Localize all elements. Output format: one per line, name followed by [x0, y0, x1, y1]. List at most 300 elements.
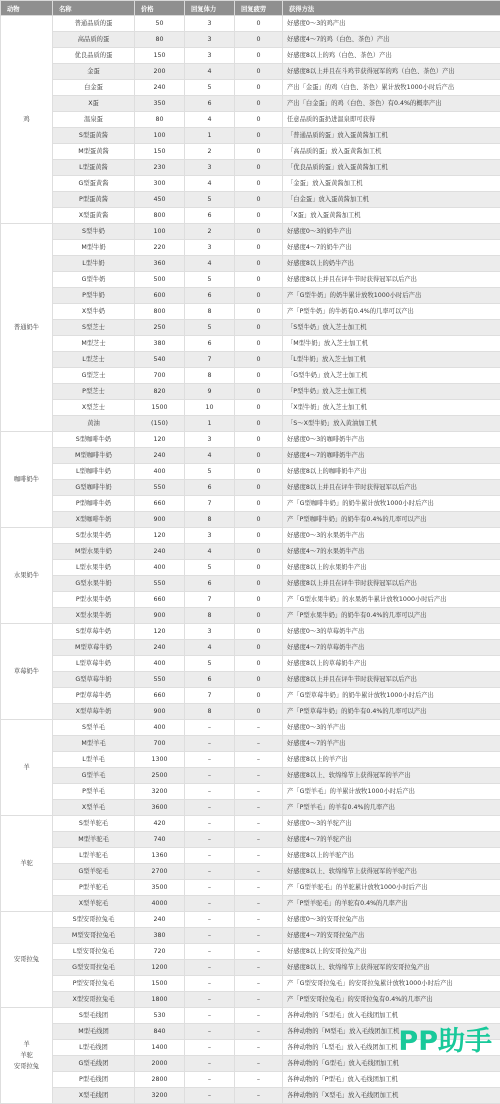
animal-cell: 咖啡奶牛	[1, 432, 53, 528]
fatigue-cell: –	[235, 1072, 283, 1088]
fatigue-cell: 0	[235, 704, 283, 720]
fatigue-cell: 0	[235, 624, 283, 640]
animal-cell: 草莓奶牛	[1, 624, 53, 720]
product-name-cell: M型毛线团	[53, 1024, 135, 1040]
table-row	[1, 768, 500, 784]
fatigue-cell: 0	[235, 64, 283, 80]
table-row	[1, 304, 500, 320]
method-cell: 各种动物的「G型毛」放入毛线团加工机	[283, 1056, 500, 1072]
product-name-cell: M型安哥拉兔毛	[53, 928, 135, 944]
product-name-cell: 高品质的蛋	[53, 32, 135, 48]
table-row	[1, 16, 500, 32]
method-cell: 「P型牛奶」放入芝士加工机	[283, 384, 500, 400]
animal-cell: 羊驼	[1, 816, 53, 912]
stamina-cell: 7	[185, 496, 235, 512]
product-name-cell: S型牛奶	[53, 224, 135, 240]
price-cell: 240	[135, 544, 185, 560]
method-cell: 产「P型羊毛」的羊有0.4%的几率产出	[283, 800, 500, 816]
fatigue-cell: 0	[235, 656, 283, 672]
fatigue-cell: 0	[235, 400, 283, 416]
fatigue-cell: 0	[235, 192, 283, 208]
table-row	[1, 128, 500, 144]
product-name-cell: L型咖啡牛奶	[53, 464, 135, 480]
stamina-cell: –	[185, 720, 235, 736]
stamina-cell: –	[185, 928, 235, 944]
method-cell: 好感度8以上的鸡（白色、茶色）产出	[283, 48, 500, 64]
table-row	[1, 256, 500, 272]
stamina-cell: 3	[185, 624, 235, 640]
method-cell: 「M型牛奶」放入芝士加工机	[283, 336, 500, 352]
method-cell: 「高品质的蛋」放入蛋黄酱加工机	[283, 144, 500, 160]
stamina-cell: 3	[185, 16, 235, 32]
fatigue-cell: 0	[235, 448, 283, 464]
product-name-cell: 金蛋	[53, 64, 135, 80]
product-name-cell: G型咖啡牛奶	[53, 480, 135, 496]
stamina-cell: 8	[185, 368, 235, 384]
product-name-cell: G型芝士	[53, 368, 135, 384]
method-cell: 任意品质的蛋扔进温泉即可获得	[283, 112, 500, 128]
header-animal: 动物	[1, 1, 53, 16]
fatigue-cell: 0	[235, 336, 283, 352]
table-row	[1, 720, 500, 736]
price-cell: 250	[135, 320, 185, 336]
fatigue-cell: 0	[235, 240, 283, 256]
table-row	[1, 640, 500, 656]
table-row	[1, 144, 500, 160]
stamina-cell: 6	[185, 480, 235, 496]
fatigue-cell: 0	[235, 352, 283, 368]
stamina-cell: 8	[185, 608, 235, 624]
price-cell: 360	[135, 256, 185, 272]
product-name-cell: L型羊驼毛	[53, 848, 135, 864]
method-cell: 好感度8以上并且在评牛节时获得冠军以后产出	[283, 272, 500, 288]
animal-cell: 羊	[1, 720, 53, 816]
table-row	[1, 320, 500, 336]
fatigue-cell: 0	[235, 256, 283, 272]
fatigue-cell: 0	[235, 576, 283, 592]
header-method: 获得方法	[283, 1, 500, 16]
product-name-cell: G型蛋黄酱	[53, 176, 135, 192]
product-name-cell: S型羊毛	[53, 720, 135, 736]
table-row	[1, 672, 500, 688]
method-cell: 产「G型草莓牛奶」的奶牛累计放牧1000小时后产出	[283, 688, 500, 704]
product-name-cell: L型牛奶	[53, 256, 135, 272]
method-cell: 好感度0～3的草莓奶牛产出	[283, 624, 500, 640]
table-row	[1, 912, 500, 928]
table-row	[1, 192, 500, 208]
method-cell: 好感度0～3的奶牛产出	[283, 224, 500, 240]
fatigue-cell: –	[235, 992, 283, 1008]
method-cell: 各种动物的「M型毛」放入毛线团加工机	[283, 1024, 500, 1040]
price-cell: 240	[135, 448, 185, 464]
table-row	[1, 432, 500, 448]
fatigue-cell: –	[235, 1088, 283, 1104]
product-name-cell: 温泉蛋	[53, 112, 135, 128]
price-cell: 660	[135, 688, 185, 704]
stamina-cell: –	[185, 896, 235, 912]
method-cell: 产「P型咖啡牛奶」的奶牛有0.4%的几率可以产出	[283, 512, 500, 528]
animal-cell: 鸡	[1, 16, 53, 224]
product-name-cell: X型羊驼毛	[53, 896, 135, 912]
fatigue-cell: 0	[235, 96, 283, 112]
table-row	[1, 704, 500, 720]
method-cell: 好感度4～7的鸡（白色、茶色）产出	[283, 32, 500, 48]
table-row	[1, 608, 500, 624]
price-cell: 900	[135, 608, 185, 624]
stamina-cell: –	[185, 736, 235, 752]
fatigue-cell: 0	[235, 464, 283, 480]
price-cell: 380	[135, 928, 185, 944]
price-cell: 1400	[135, 1040, 185, 1056]
table-row	[1, 848, 500, 864]
fatigue-cell: 0	[235, 496, 283, 512]
stamina-cell: –	[185, 816, 235, 832]
stamina-cell: –	[185, 864, 235, 880]
price-cell: 150	[135, 144, 185, 160]
price-cell: 800	[135, 208, 185, 224]
stamina-cell: 4	[185, 448, 235, 464]
method-cell: 好感度8以上的咖啡奶牛产出	[283, 464, 500, 480]
table-row	[1, 224, 500, 240]
table-row	[1, 656, 500, 672]
stamina-cell: 8	[185, 704, 235, 720]
fatigue-cell: –	[235, 768, 283, 784]
stamina-cell: –	[185, 1040, 235, 1056]
price-cell: 240	[135, 80, 185, 96]
fatigue-cell: –	[235, 896, 283, 912]
stamina-cell: 3	[185, 48, 235, 64]
price-cell: 150	[135, 48, 185, 64]
header-fatigue: 回复疲劳	[235, 1, 283, 16]
method-cell: 「优良品质的蛋」放入蛋黄酱加工机	[283, 160, 500, 176]
stamina-cell: 3	[185, 32, 235, 48]
table-row	[1, 560, 500, 576]
fatigue-cell: 0	[235, 592, 283, 608]
method-cell: 好感度8以上的奶牛产出	[283, 256, 500, 272]
table-row	[1, 240, 500, 256]
price-cell: 220	[135, 240, 185, 256]
table-row	[1, 96, 500, 112]
method-cell: 好感度8以上、软绵绵节上获得冠军的羊驼产出	[283, 864, 500, 880]
price-cell: 300	[135, 176, 185, 192]
method-cell: 「白金蛋」放入蛋黄酱加工机	[283, 192, 500, 208]
method-cell: 好感度8以上的安哥拉兔产出	[283, 944, 500, 960]
fatigue-cell: 0	[235, 560, 283, 576]
fatigue-cell: –	[235, 1056, 283, 1072]
fatigue-cell: 0	[235, 160, 283, 176]
stamina-cell: –	[185, 1056, 235, 1072]
fatigue-cell: –	[235, 752, 283, 768]
product-name-cell: X型咖啡牛奶	[53, 512, 135, 528]
table-row	[1, 1072, 500, 1088]
fatigue-cell: –	[235, 848, 283, 864]
table-row	[1, 896, 500, 912]
product-name-cell: S型咖啡牛奶	[53, 432, 135, 448]
product-name-cell: G型安哥拉兔毛	[53, 960, 135, 976]
stamina-cell: 2	[185, 144, 235, 160]
product-name-cell: X型毛线团	[53, 1088, 135, 1104]
stamina-cell: 6	[185, 576, 235, 592]
method-cell: 好感度0～3的咖啡奶牛产出	[283, 432, 500, 448]
price-cell: 500	[135, 272, 185, 288]
stamina-cell: 5	[185, 656, 235, 672]
product-name-cell: S型蛋黄酱	[53, 128, 135, 144]
product-name-cell: L型安哥拉兔毛	[53, 944, 135, 960]
stamina-cell: 4	[185, 256, 235, 272]
stamina-cell: 10	[185, 400, 235, 416]
stamina-cell: 6	[185, 288, 235, 304]
product-name-cell: M型咖啡牛奶	[53, 448, 135, 464]
product-name-cell: G型草莓牛奶	[53, 672, 135, 688]
fatigue-cell: 0	[235, 432, 283, 448]
price-cell: 840	[135, 1024, 185, 1040]
stamina-cell: –	[185, 992, 235, 1008]
table-row	[1, 496, 500, 512]
fatigue-cell: 0	[235, 640, 283, 656]
fatigue-cell: 0	[235, 48, 283, 64]
fatigue-cell: –	[235, 800, 283, 816]
stamina-cell: 4	[185, 112, 235, 128]
table-row	[1, 976, 500, 992]
method-cell: 好感度4～7的水果奶牛产出	[283, 544, 500, 560]
method-cell: 「X蛋」放入蛋黄酱加工机	[283, 208, 500, 224]
method-cell: 产「G型牛奶」的奶牛累计放牧1000小时后产出	[283, 288, 500, 304]
price-cell: 3500	[135, 880, 185, 896]
fatigue-cell: –	[235, 1008, 283, 1024]
price-cell: 380	[135, 336, 185, 352]
stamina-cell: 4	[185, 544, 235, 560]
price-cell: 1500	[135, 400, 185, 416]
method-cell: 好感度8以上并且在斗鸡节获得冠军的鸡（白色、茶色）产出	[283, 64, 500, 80]
product-name-cell: L型草莓牛奶	[53, 656, 135, 672]
product-name-cell: G型毛线团	[53, 1056, 135, 1072]
table-row	[1, 464, 500, 480]
method-cell: 好感度8以上的水果奶牛产出	[283, 560, 500, 576]
fatigue-cell: 0	[235, 16, 283, 32]
fatigue-cell: 0	[235, 32, 283, 48]
method-cell: 好感度4～7的羊产出	[283, 736, 500, 752]
price-cell: 120	[135, 624, 185, 640]
watermark-logo: PP助手	[398, 1019, 492, 1058]
table-row	[1, 880, 500, 896]
stamina-cell: 5	[185, 192, 235, 208]
table-row	[1, 688, 500, 704]
method-cell: 「金蛋」放入蛋黄酱加工机	[283, 176, 500, 192]
product-name-cell: X型水果牛奶	[53, 608, 135, 624]
method-cell: 产「G型羊驼毛」的羊驼累计放牧1000小时后产出	[283, 880, 500, 896]
stamina-cell: 6	[185, 96, 235, 112]
method-cell: 「S～X型牛奶」放入黄油加工机	[283, 416, 500, 432]
product-name-cell: S型水果牛奶	[53, 528, 135, 544]
product-name-cell: P型蛋黄酱	[53, 192, 135, 208]
stamina-cell: 7	[185, 352, 235, 368]
price-cell: 660	[135, 496, 185, 512]
stamina-cell: 4	[185, 64, 235, 80]
table-row	[1, 80, 500, 96]
fatigue-cell: 0	[235, 368, 283, 384]
stamina-cell: 5	[185, 320, 235, 336]
stamina-cell: 2	[185, 224, 235, 240]
stamina-cell: –	[185, 960, 235, 976]
price-cell: 820	[135, 384, 185, 400]
fatigue-cell: 0	[235, 608, 283, 624]
price-cell: 80	[135, 112, 185, 128]
stamina-cell: 6	[185, 336, 235, 352]
table-row	[1, 528, 500, 544]
method-cell: 各种动物的「P型毛」放入毛线团加工机	[283, 1072, 500, 1088]
price-cell: 100	[135, 128, 185, 144]
method-cell: 产「P型草莓牛奶」的奶牛有0.4%的几率可以产出	[283, 704, 500, 720]
product-name-cell: G型羊毛	[53, 768, 135, 784]
fatigue-cell: 0	[235, 384, 283, 400]
fatigue-cell: 0	[235, 512, 283, 528]
table-row	[1, 512, 500, 528]
table-row	[1, 576, 500, 592]
price-cell: 1500	[135, 976, 185, 992]
product-name-cell: S型安哥拉兔毛	[53, 912, 135, 928]
product-name-cell: X型草莓牛奶	[53, 704, 135, 720]
fatigue-cell: –	[235, 1024, 283, 1040]
method-cell: 「X型牛奶」放入芝士加工机	[283, 400, 500, 416]
method-cell: 产「P型牛奶」的牛奶有0.4%的几率可以产出	[283, 304, 500, 320]
stamina-cell: 8	[185, 304, 235, 320]
product-name-cell: P型草莓牛奶	[53, 688, 135, 704]
stamina-cell: 4	[185, 640, 235, 656]
fatigue-cell: –	[235, 928, 283, 944]
table-row	[1, 832, 500, 848]
table-row	[1, 384, 500, 400]
table-row	[1, 480, 500, 496]
fatigue-cell: 0	[235, 80, 283, 96]
fatigue-cell: 0	[235, 112, 283, 128]
method-cell: 「L型牛奶」放入芝士加工机	[283, 352, 500, 368]
animal-cell: 安哥拉兔	[1, 912, 53, 1008]
stamina-cell: 6	[185, 672, 235, 688]
stamina-cell: –	[185, 848, 235, 864]
price-cell: 700	[135, 736, 185, 752]
stamina-cell: –	[185, 1072, 235, 1088]
price-cell: 2500	[135, 768, 185, 784]
price-cell: 240	[135, 912, 185, 928]
fatigue-cell: –	[235, 720, 283, 736]
table-body	[1, 16, 500, 1104]
price-cell: (150)	[135, 416, 185, 432]
price-cell: 550	[135, 480, 185, 496]
stamina-cell: –	[185, 880, 235, 896]
price-cell: 2700	[135, 864, 185, 880]
fatigue-cell: 0	[235, 144, 283, 160]
table-row	[1, 400, 500, 416]
fatigue-cell: 0	[235, 672, 283, 688]
table-row	[1, 416, 500, 432]
product-name-cell: M型芝士	[53, 336, 135, 352]
product-name-cell: 优良品质的蛋	[53, 48, 135, 64]
product-name-cell: 普通品质的蛋	[53, 16, 135, 32]
table-row	[1, 64, 500, 80]
header-row	[1, 1, 500, 16]
price-cell: 240	[135, 640, 185, 656]
method-cell: 产「P型羊驼毛」的羊驼有0.4%的几率产出	[283, 896, 500, 912]
price-cell: 600	[135, 288, 185, 304]
table-row	[1, 928, 500, 944]
header-price: 价格	[135, 1, 185, 16]
fatigue-cell: –	[235, 832, 283, 848]
stamina-cell: –	[185, 1024, 235, 1040]
table-row	[1, 288, 500, 304]
stamina-cell: 5	[185, 272, 235, 288]
table-row	[1, 752, 500, 768]
table-row	[1, 448, 500, 464]
price-cell: 1300	[135, 752, 185, 768]
product-name-cell: X型芝士	[53, 400, 135, 416]
stamina-cell: 6	[185, 208, 235, 224]
fatigue-cell: 0	[235, 272, 283, 288]
method-cell: 产「G型水果牛奶」的水果奶牛累计放牧1000小时后产出	[283, 592, 500, 608]
fatigue-cell: –	[235, 912, 283, 928]
fatigue-cell: –	[235, 976, 283, 992]
product-name-cell: X型蛋黄酱	[53, 208, 135, 224]
product-name-cell: S型羊驼毛	[53, 816, 135, 832]
stamina-cell: –	[185, 1088, 235, 1104]
table-row	[1, 112, 500, 128]
price-cell: 3200	[135, 1088, 185, 1104]
product-name-cell: M型蛋黄酱	[53, 144, 135, 160]
product-name-cell: P型水果牛奶	[53, 592, 135, 608]
table-row	[1, 352, 500, 368]
fatigue-cell: 0	[235, 128, 283, 144]
price-cell: 120	[135, 528, 185, 544]
price-cell: 400	[135, 560, 185, 576]
product-name-cell: G型羊驼毛	[53, 864, 135, 880]
method-cell: 「G型牛奶」放入芝士加工机	[283, 368, 500, 384]
fatigue-cell: 0	[235, 176, 283, 192]
product-name-cell: S型毛线团	[53, 1008, 135, 1024]
method-cell: 好感度8以上、软绵绵节上获得冠军的羊产出	[283, 768, 500, 784]
method-cell: 好感度8以上的羊驼产出	[283, 848, 500, 864]
method-cell: 好感度8以上并且在评牛节时获得冠军以后产出	[283, 576, 500, 592]
price-cell: 1800	[135, 992, 185, 1008]
stamina-cell: 1	[185, 416, 235, 432]
fatigue-cell: –	[235, 1040, 283, 1056]
method-cell: 产出「白金蛋」的鸡（白色、茶色）有0.4%的概率产出	[283, 96, 500, 112]
method-cell: 好感度4～7的咖啡奶牛产出	[283, 448, 500, 464]
method-cell: 好感度4～7的奶牛产出	[283, 240, 500, 256]
product-name-cell: 黄油	[53, 416, 135, 432]
price-cell: 80	[135, 32, 185, 48]
price-cell: 700	[135, 368, 185, 384]
stamina-cell: 8	[185, 512, 235, 528]
table-row	[1, 960, 500, 976]
method-cell: 好感度8以上的草莓奶牛产出	[283, 656, 500, 672]
table-row	[1, 544, 500, 560]
fatigue-cell: 0	[235, 224, 283, 240]
stamina-cell: 5	[185, 560, 235, 576]
method-cell: 好感度4～7的羊驼产出	[283, 832, 500, 848]
header-name: 名称	[53, 1, 135, 16]
price-cell: 550	[135, 576, 185, 592]
stamina-cell: 3	[185, 528, 235, 544]
method-cell: 好感度4～7的安哥拉兔产出	[283, 928, 500, 944]
method-cell: 「S型牛奶」放入芝士加工机	[283, 320, 500, 336]
product-name-cell: P型毛线团	[53, 1072, 135, 1088]
product-name-cell: P型安哥拉兔毛	[53, 976, 135, 992]
table-row	[1, 160, 500, 176]
table-row	[1, 592, 500, 608]
price-cell: 50	[135, 16, 185, 32]
price-cell: 350	[135, 96, 185, 112]
fatigue-cell: –	[235, 960, 283, 976]
animal-cell: 普通奶牛	[1, 224, 53, 432]
